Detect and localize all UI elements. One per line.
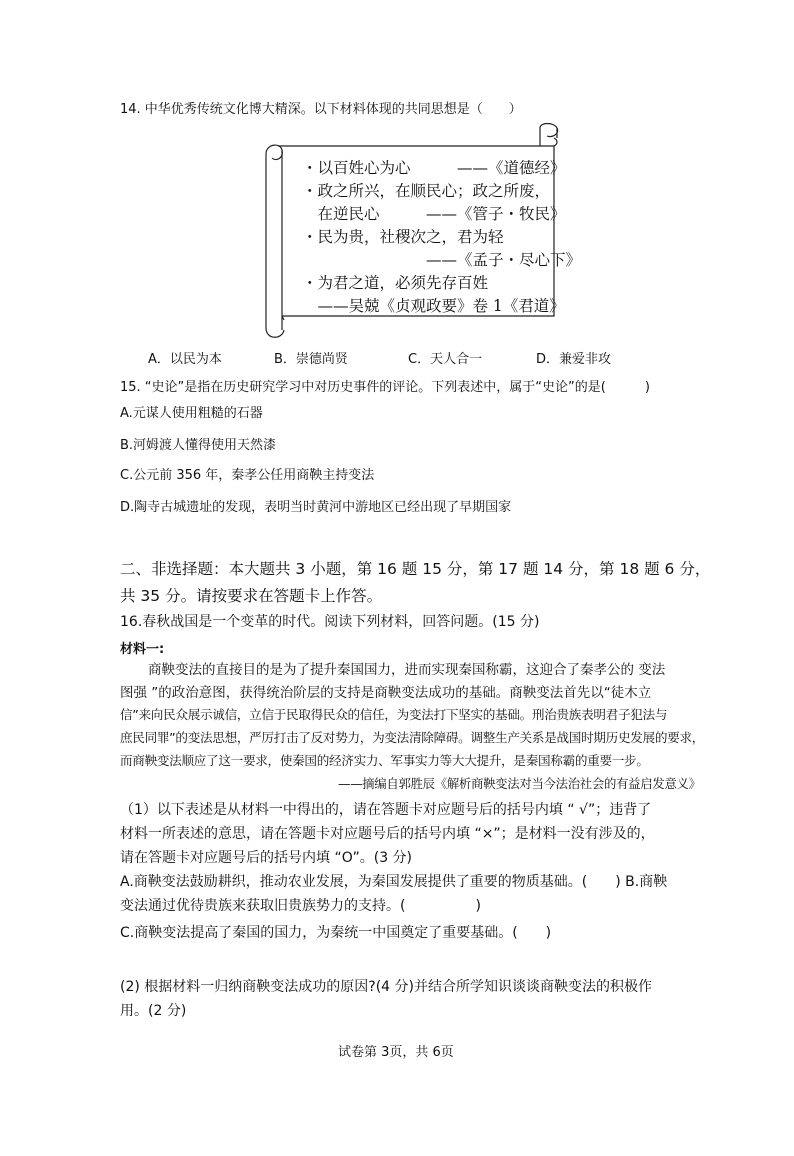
passage-line: 庶民同罪”的变法思想，严厉打击了反对势力，为变法清除障碍。调整生产关系是战国时期历史发展的要求，: [120, 730, 705, 745]
quote-line: ・政之所兴，在顺民心；政之所废，: [302, 182, 551, 200]
quote-line: ・为君之道，必须先存百姓: [302, 274, 489, 292]
sub-question-1-line: 请在答题卡对应题号后的括号内填 “O”。(3 分): [120, 850, 413, 866]
sub-question-1-line: 材料一所表述的意思，请在答题卡对应题号后的括号内填 “×”；是材料一没有涉及的，: [120, 826, 655, 842]
option-d[interactable]: D．兼爱非攻: [536, 352, 612, 367]
option-b[interactable]: B．崇德尚贤: [274, 352, 348, 367]
option-a[interactable]: A.元谋人使用粗糙的石器: [120, 406, 263, 421]
passage-line: 而商鞅变法顺应了这一要求，使秦国的经济实力、军事实力等大大提升，是秦国称霸的重要一步。: [120, 753, 649, 768]
quote-line: ・民为贵，社稷次之，君为轻: [302, 228, 504, 246]
option-d[interactable]: D.陶寺古城遗址的发现，表明当时黄河中游地区已经出现了早期国家: [120, 500, 512, 515]
sub-question-2-line: 用。(2 分): [120, 1003, 187, 1019]
quote-line: ・以百姓心为心 ——《道德经》: [302, 159, 566, 177]
quote-line: 在逆民心 ——《管子・牧民》: [302, 205, 566, 223]
section-2-heading-line-1: 二、非选择题：本大题共 3 小题，第 16 题 15 分，第 17 题 14 分，第 18 题 6 分，: [120, 560, 711, 578]
statement-line: C.商鞅变法提高了秦国的国力，为秦统一中国奠定了重要基础。( ): [120, 925, 552, 941]
passage-line: 商鞅变法的直接目的是为了提升秦国国力，进而实现秦国称霸，这迎合了秦孝公的 变法: [148, 662, 666, 678]
section-2-heading-line-2: 共 35 分。请按要求在答题卡上作答。: [120, 587, 383, 605]
question-14-stem: 14. 中华优秀传统文化博大精深。以下材料体现的共同思想是（ ）: [120, 102, 522, 117]
question-16-stem: 16.春秋战国是一个变革的时代。阅读下列材料，回答问题。(15 分): [120, 614, 540, 630]
question-15-stem: 15. “史论”是指在历史研究学习中对历史事件的评论。下列表述中，属于“史论”的是( ): [120, 380, 650, 395]
option-c[interactable]: C.公元前 356 年，秦孝公任用商鞅主持变法: [120, 468, 375, 483]
quote-line: ——吴兢《贞观政要》卷 1《君道》: [302, 297, 565, 315]
page-footer: 试卷第 3页，共 6页: [338, 1045, 454, 1060]
option-c[interactable]: C．天人合一: [408, 352, 483, 367]
material-source: ——摘编自郭胜辰《解析商鞅变法对当今法治社会的有益启发意义》: [338, 776, 701, 791]
option-b[interactable]: B.河姆渡人懂得使用天然漆: [120, 438, 277, 453]
passage-line: 信”来向民众展示诚信，立信于民取得民众的信任，为变法打下坚实的基础。刑治贵族表明君子犯法与: [120, 707, 668, 722]
statement-line: 变法通过优待贵族来获取旧贵族势力的支持。( ): [120, 898, 481, 914]
material-label: 材料一:: [120, 642, 165, 657]
passage-line: 图强 ”的政治意图，获得统治阶层的支持是商鞅变法成功的基础。商鞅变法首先以“徒木立: [120, 685, 652, 701]
sub-question-2-line: (2) 根据材料一归纳商鞅变法成功的原因?(4 分)并结合所学知识谈谈商鞅变法的积极作: [120, 979, 652, 995]
statement-line: A.商鞅变法鼓励耕织，推动农业发展，为秦国发展提供了重要的物质基础。( ) B.商鞅: [120, 874, 668, 890]
quote-line: ——《孟子・尽心下》: [302, 251, 582, 269]
option-a[interactable]: A．以民为本: [148, 352, 222, 367]
sub-question-1-line: （1）以下表述是从材料一中得出的，请在答题卡对应题号后的括号内填 “ √”；违背了: [120, 802, 652, 818]
